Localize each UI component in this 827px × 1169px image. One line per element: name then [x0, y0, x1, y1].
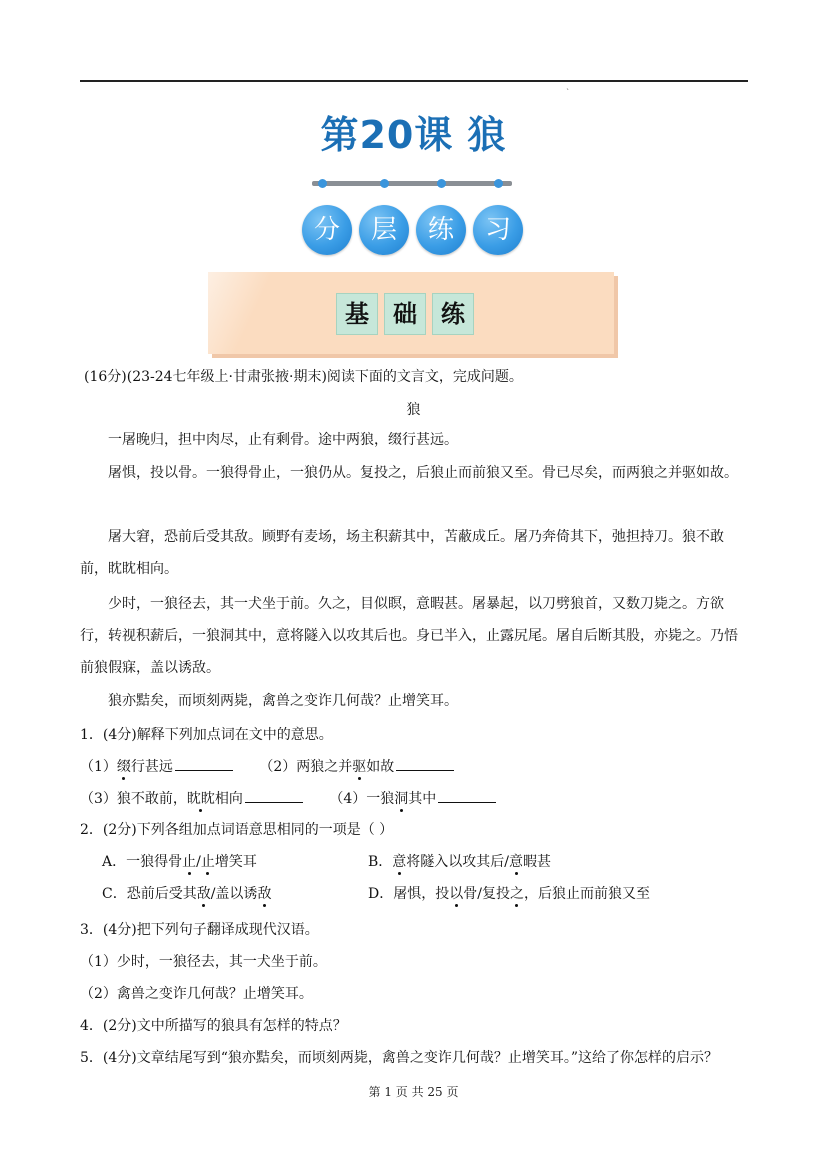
question-2-stem: 2．(2分)下列各组加点词语意思相同的一项是（ ） [80, 822, 394, 838]
passage-paragraph: 屠惧，投以骨。一狼得骨止，一狼仍从。复投之，后狼止而前狼又至。骨已尽矣，而两狼之并驱如故。 [108, 465, 738, 481]
question-1-item: （3）狼不敢前，眈眈相向 （4）一狼洞其中 [80, 788, 496, 809]
bar-bead [380, 179, 389, 188]
banner-char: 练 [432, 293, 474, 335]
passage-paragraph: 狼亦黠矣，而顷刻两毙，禽兽之变诈几何哉？止增笑耳。 [108, 693, 458, 709]
answer-blank[interactable] [396, 756, 454, 771]
banner-title [336, 293, 474, 333]
option-c[interactable]: C．恐前后受其敌/盖以诱敌 [102, 886, 272, 902]
section-badge: 练 [416, 205, 466, 255]
bar-bead [437, 179, 446, 188]
page-footer: 第 1 页 共 25 页 [368, 1085, 459, 1099]
passage-paragraph: 少时，一狼径去，其一犬坐于前。久之，目似瞑，意暇甚。屠暴起，以刀劈狼首，又数刀毙之。方欲行，转视积薪后，一狼洞其中，意将隧入以攻其后也。身已半入，止露尻尾。屠自后断其股，亦毙之。乃悟前狼假寐，盖以诱敌。 [80, 596, 738, 676]
header-rule [80, 80, 748, 82]
answer-blank[interactable] [438, 788, 496, 803]
option-b[interactable]: B．意将隧入以攻其后/意暇甚 [368, 854, 552, 870]
decorative-bar [312, 181, 512, 186]
question-intro: (16分)(23-24七年级上·甘肃张掖·期末)阅读下面的文言文，完成问题。 [84, 369, 523, 385]
question-3-sentence: （2）禽兽之变诈几何哉？止增笑耳。 [80, 986, 313, 1002]
section-badge: 层 [359, 205, 409, 255]
option-a[interactable]: A．一狼得骨止/止增笑耳 [102, 854, 257, 870]
passage-paragraph: 屠大窘，恐前后受其敌。顾野有麦场，场主积薪其中，苫蔽成丘。屠乃奔倚其下，弛担持刀。狼不敢前，眈眈相向。 [80, 529, 724, 577]
lesson-title: 第20课 狼 [320, 113, 507, 157]
passage-paragraph: 一屠晚归，担中肉尽，止有剩骨。途中两狼，缀行甚远。 [108, 432, 458, 448]
banner-char: 基 [336, 293, 378, 335]
bar-bead [494, 179, 503, 188]
question-3-stem: 3．(4分)把下列句子翻译成现代汉语。 [80, 922, 319, 938]
bar-bead [318, 179, 327, 188]
section-badge: 分 [302, 205, 352, 255]
banner-char: 础 [384, 293, 426, 335]
header-mark: ` [566, 88, 570, 97]
question-5-stem: 5．(4分)文章结尾写到“狼亦黠矣，而顷刻两毙，禽兽之变诈几何哉？止增笑耳。”这给了你怎样的启示？ [80, 1050, 719, 1066]
question-4-stem: 4．(2分)文中所描写的狼具有怎样的特点？ [80, 1018, 347, 1034]
answer-blank[interactable] [175, 756, 233, 771]
question-1-item: （1）缀行甚远 （2）两狼之并驱如故 [80, 756, 454, 777]
question-1-stem: 1．(4分)解释下列加点词在文中的意思。 [80, 727, 333, 743]
option-d[interactable]: D．屠惧，投以骨/复投之，后狼止而前狼又至 [368, 886, 650, 902]
section-badge: 习 [473, 205, 523, 255]
answer-blank[interactable] [245, 788, 303, 803]
question-3-sentence: （1）少时，一狼径去，其一犬坐于前。 [80, 954, 327, 970]
passage-title: 狼 [406, 402, 421, 418]
